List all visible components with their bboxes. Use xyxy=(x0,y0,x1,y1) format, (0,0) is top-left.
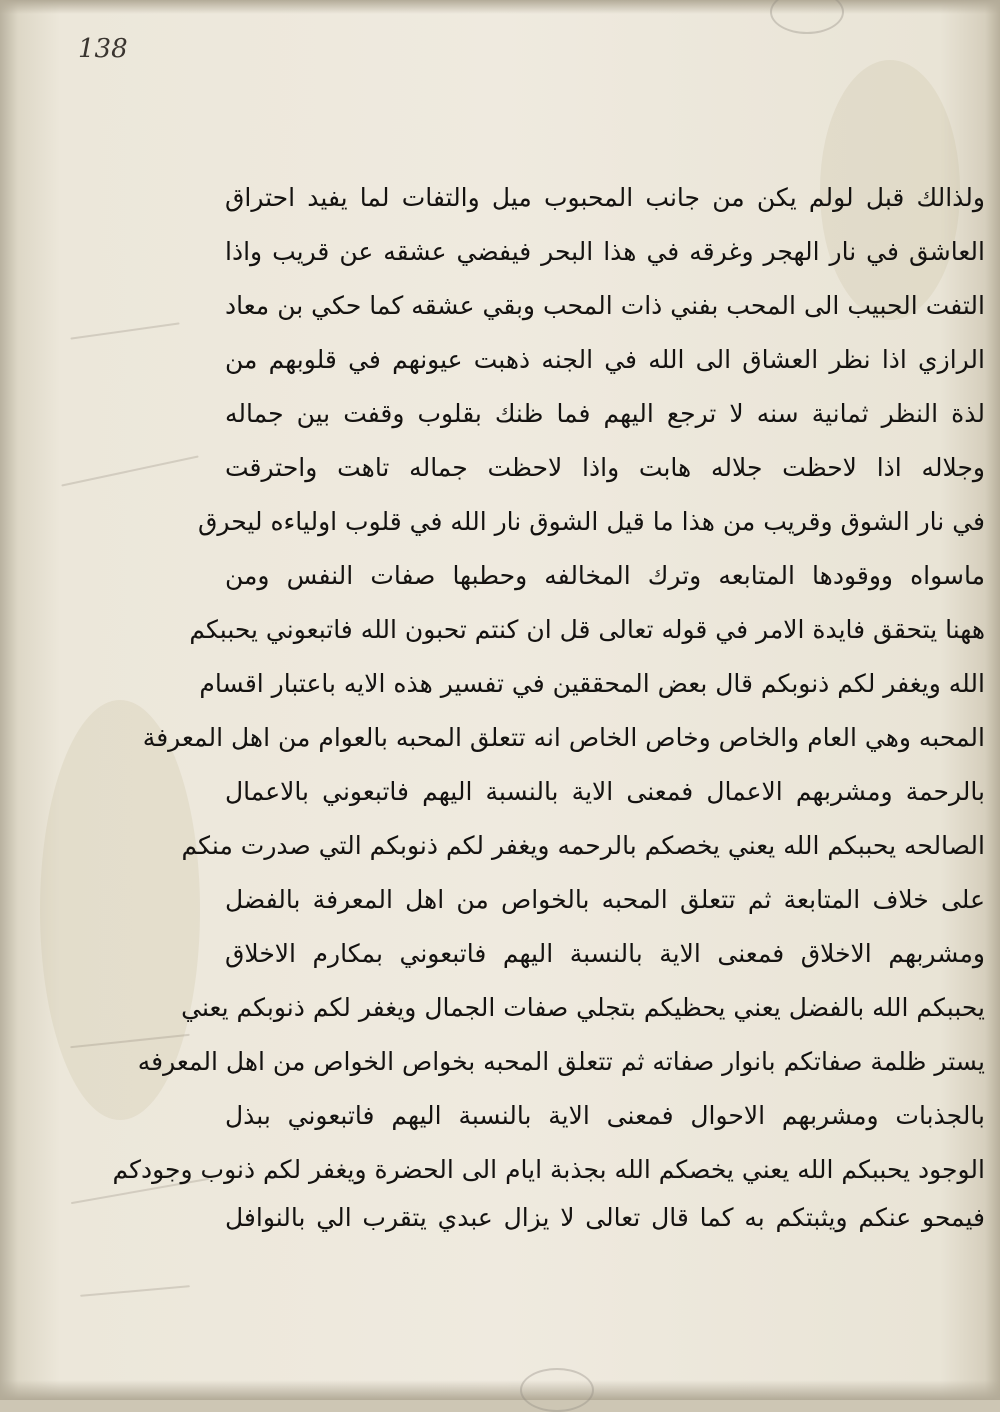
text-line: ههنا يتحقق فايدة الامر في قوله تعالى قل ان كنتم تحبون الله فاتبعوني يحببكم xyxy=(189,615,985,644)
text-line: يحببكم الله بالفضل يعني يحظيكم بتجلي صفات الجمال ويغفر لكم ذنوبكم يعني xyxy=(181,993,985,1022)
text-line: الصالحه يحببكم الله يعني يخصكم بالرحمه ويغفر لكم ذنوبكم التي صدرت منكم xyxy=(181,831,985,860)
text-line: العاشق في نار الهجر وغرقه في هذا البحر فيفضي عشقه عن قريب واذا xyxy=(225,237,985,266)
binding-clip-mark xyxy=(520,1368,594,1412)
text-line: في نار الشوق وقريب من هذا ما قيل الشوق نار الله في قلوب اولياءه ليحرق xyxy=(198,507,985,536)
text-line: بالجذبات ومشربهم الاحوال فمعنى الاية بالنسبة اليهم فاتبعوني ببذل xyxy=(225,1101,985,1130)
text-line: يستر ظلمة صفاتكم بانوار صفاته ثم تتعلق المحبه بخواص الخواص من اهل المعرفه xyxy=(137,1047,985,1076)
binding-clip-mark xyxy=(770,0,844,34)
text-line: التفت الحبيب الى المحب بفني ذات المحب وبقي عشقه كما حكي بن معاد xyxy=(225,291,985,320)
text-line: الرازي اذا نظر العشاق الى الله في الجنه ذهبت عيونهم في قلوبهم من xyxy=(225,345,985,374)
text-line: ولذالك قبل لولم يكن من جانب المحبوب ميل والتفات لما يفيد احتراق xyxy=(225,183,985,212)
folio-number: 138 xyxy=(78,34,128,64)
text-line: على خلاف المتابعة ثم تتعلق المحبه بالخواص من اهل المعرفة بالفضل xyxy=(225,885,985,914)
page-top-edge xyxy=(0,0,1000,14)
manuscript-text-block xyxy=(112,170,995,1240)
text-line: بالرحمة ومشربهم الاعمال فمعنى الاية بالنسبة اليهم فاتبعوني بالاعمال xyxy=(225,777,985,806)
text-line: فيمحو عنكم ويثبتكم به كما قال تعالى لا يزال عبدي يتقرب الي بالنوافل xyxy=(225,1203,985,1232)
ink-bleed-through xyxy=(80,1285,190,1297)
text-line: ماسواه ووقودها المتابعه وترك المخالفه وحطبها صفات النفس ومن xyxy=(225,561,985,590)
text-line: ومشربهم الاخلاق فمعنى الاية بالنسبة اليهم فاتبعوني بمكارم الاخلاق xyxy=(225,939,985,968)
text-line: الله ويغفر لكم ذنوبكم قال بعض المحققين في تفسير هذه الايه باعتبار اقسام xyxy=(199,669,985,698)
text-line: وجلاله اذا لاحظت جلاله هابت واذا لاحظت جماله تاهت واحترقت xyxy=(225,453,985,482)
ink-bleed-through xyxy=(61,455,198,486)
ink-bleed-through xyxy=(70,322,179,339)
text-line: لذة النظر ثمانية سنه لا ترجع اليهم فما ظنك بقلوب وقفت بين جماله xyxy=(225,399,985,428)
text-line: المحبه وهي العام والخاص وخاص الخاص انه تتعلق المحبه بالعوام من اهل المعرفة xyxy=(142,723,985,752)
text-line: الوجود يحببكم الله يعني يخصكم الله بجذبة ايام الى الحضرة ويغفر لكم ذنوب وجودكم xyxy=(112,1155,985,1184)
page-bottom-edge xyxy=(0,1380,1000,1400)
